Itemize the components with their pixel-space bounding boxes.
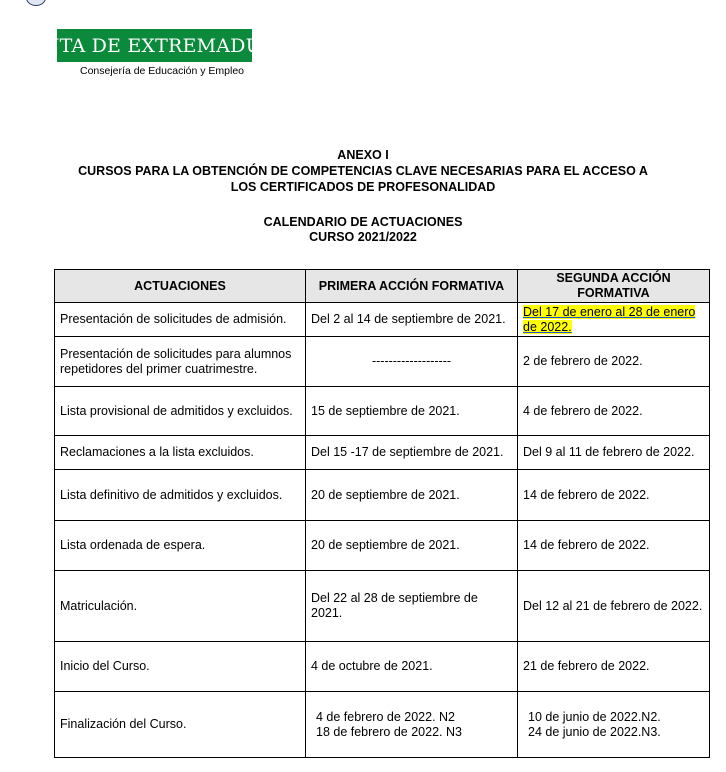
cell-primera: Del 22 al 28 de septiembre de 2021. [306, 571, 518, 642]
cell-primera [306, 692, 518, 758]
cell-primera: 20 de septiembre de 2021. [306, 521, 518, 571]
logo-title: JUNTA DE EXTREMADURA [18, 34, 291, 57]
table-row [55, 387, 710, 436]
table-row [55, 571, 710, 642]
doc-title-line1: CURSOS PARA LA OBTENCIÓN DE COMPETENCIAS CLAVE NECESARIAS PARA EL ACCESO A [78, 164, 648, 178]
finalizacion-n3: 18 de febrero de 2022. N3 [316, 724, 462, 739]
table-row [55, 436, 710, 470]
cell-primera: 4 de octubre de 2021. [306, 642, 518, 692]
cell-primera: 15 de septiembre de 2021. [306, 387, 518, 436]
cell-actuacion: Inicio del Curso. [55, 642, 306, 692]
cell-segunda: Del 12 al 21 de febrero de 2022. [518, 571, 710, 642]
cell-actuacion: Presentación de solicitudes de admisión. [55, 303, 306, 337]
table-row [55, 470, 710, 521]
finalizacion-n2: 4 de febrero de 2022. N2 [316, 709, 455, 724]
cell-actuacion: Lista provisional de admitidos y excluidos. [55, 387, 306, 436]
doc-title-line2: LOS CERTIFICADOS DE PROFESONALIDAD [230, 180, 496, 194]
cell-actuacion: Lista definitivo de admitidos y excluidos. [55, 470, 306, 521]
table-row [55, 692, 710, 758]
cell-segunda [518, 692, 710, 758]
cell-actuacion: Matriculación. [55, 571, 306, 642]
header-segunda: SEGUNDA ACCIÓN FORMATIVA [518, 270, 710, 303]
junta-logo [18, 29, 291, 62]
table-row [55, 521, 710, 571]
cell-primera: Del 15 -17 de septiembre de 2021. [306, 436, 518, 470]
cell-primera: ------------------- [306, 337, 518, 387]
cell-segunda: Del 9 al 11 de febrero de 2022. [518, 436, 710, 470]
seal-icon [26, 0, 46, 6]
table-row [55, 303, 710, 337]
cell-primera: Del 2 al 14 de septiembre de 2021. [306, 303, 518, 337]
cell-segunda: 2 de febrero de 2022. [518, 337, 710, 387]
cell-primera: 20 de septiembre de 2021. [306, 470, 518, 521]
cell-actuacion: Reclamaciones a la lista excluidos. [55, 436, 306, 470]
logo-subtitle: Consejería de Educación y Empleo [80, 65, 245, 77]
header-actuaciones: ACTUACIONES [55, 270, 306, 303]
cell-segunda: 4 de febrero de 2022. [518, 387, 710, 436]
finalizacion-n2: 10 de junio de 2022.N2. [528, 709, 661, 724]
finalizacion-n3: 24 de junio de 2022.N3. [528, 724, 661, 739]
calendar-table [54, 269, 710, 758]
table-row [55, 642, 710, 692]
cell-segunda: 14 de febrero de 2022. [518, 470, 710, 521]
cell-actuacion: Finalización del Curso. [55, 692, 306, 758]
cell-actuacion: Lista ordenada de espera. [55, 521, 306, 571]
table-header-row [55, 270, 710, 303]
cell-segunda: 14 de febrero de 2022. [518, 521, 710, 571]
highlighted-date: Del 17 de enero al 28 de enero de 2022. [523, 304, 696, 334]
table-row [55, 337, 710, 387]
annex-title: ANEXO I [337, 148, 389, 162]
cell-actuacion: Presentación de solicitudes para alumnos repetidores del primer cuatrimestre. [55, 337, 306, 387]
header-primera: PRIMERA ACCIÓN FORMATIVA [306, 270, 518, 303]
course-title: CURSO 2021/2022 [309, 230, 417, 244]
cell-segunda: 21 de febrero de 2022. [518, 642, 710, 692]
cell-segunda [518, 303, 710, 337]
calendar-title: CALENDARIO DE ACTUACIONES [263, 215, 463, 229]
